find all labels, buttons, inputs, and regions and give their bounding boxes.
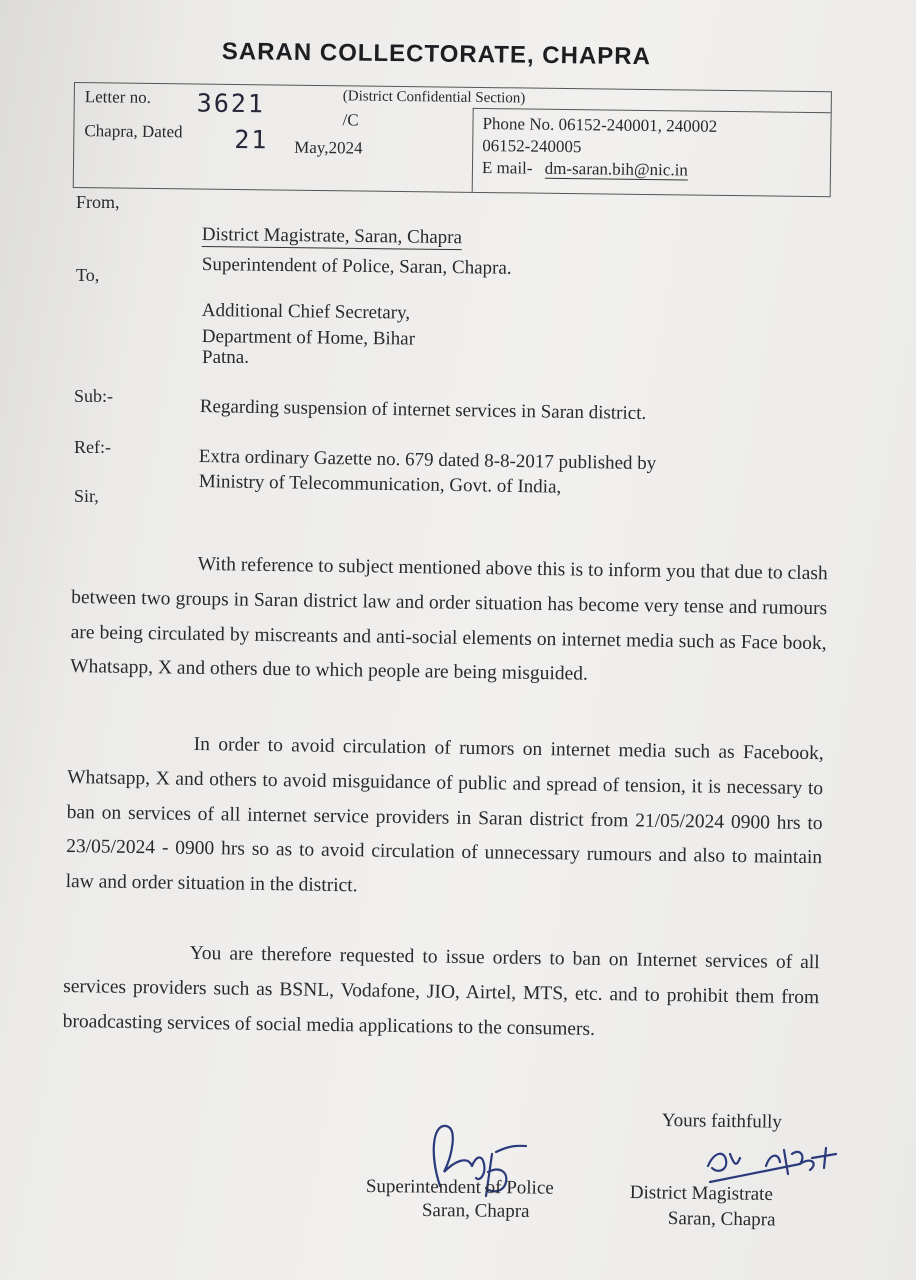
letter-number: 3621 <box>196 88 266 119</box>
dated-day: 21 <box>234 124 269 155</box>
to-line-2: Department of Home, Bihar <box>201 326 416 350</box>
body-paragraph-3: You are therefore requested to issue orders to ban on Internet services of all services providers such as BSNL, Vodafone, JIO, Airtel, MTS, etc. and to prohibit them from broadcasting services of social media applications to the consumers. <box>62 942 820 1040</box>
email-line <box>482 158 688 181</box>
sp-place: Saran, Chapra <box>421 1200 530 1222</box>
from-line-1: District Magistrate, Saran, Chapra <box>201 224 463 249</box>
phone-line-2: 06152-240005 <box>482 135 582 157</box>
letter-no-label: Letter no. <box>84 87 152 107</box>
dated-month-year: May,2024 <box>294 137 363 158</box>
from-line-2: Superintendent of Police, Saran, Chapra. <box>201 254 512 279</box>
header-divider-top <box>473 108 831 113</box>
from-label: From, <box>76 192 120 212</box>
to-label: To, <box>76 265 100 285</box>
phone-line-1: Phone No. 06152-240001, 240002 <box>482 113 718 136</box>
subject-label: Sub:- <box>74 386 114 406</box>
letter-suffix: /C <box>342 110 359 130</box>
letter-header-box <box>73 82 832 197</box>
sp-title: Superintendent of Police <box>365 1176 554 1199</box>
dated-label: Chapra, Dated <box>84 121 183 142</box>
email-label: E mail- <box>481 157 533 178</box>
salutation: Sir, <box>74 486 99 506</box>
dm-place: Saran, Chapra <box>667 1208 776 1231</box>
to-line-3: Patna. <box>202 347 249 368</box>
office-title: SARAN COLLECTORATE, CHAPRA <box>221 38 652 71</box>
section-name: (District Confidential Section) <box>342 88 526 107</box>
body-paragraph-1: With reference to subject mentioned above this is to inform you that due to clash between two groups in Saran district law and order situation has become very tense and rumours are being circulated by miscreants and anti-social elements on internet media such as Face book, Whatsapp, X and others due to which people are being misguided. <box>70 553 828 686</box>
to-line-1: Additional Chief Secretary, <box>201 300 411 324</box>
dm-title: District Magistrate <box>629 1182 773 1205</box>
reference-line-2: Ministry of Telecommunication, Govt. of India, <box>198 471 562 498</box>
header-divider <box>472 108 474 192</box>
closing: Yours faithfully <box>661 1110 782 1133</box>
reference-label: Ref:- <box>74 437 111 457</box>
subject-text: Regarding suspension of internet services in Saran district. <box>199 396 647 425</box>
email-value: dm-saran.bih@nic.in <box>544 158 688 180</box>
body-paragraph-2: In order to avoid circulation of rumors on internet media such as Facebook, Whatsapp, X and others to avoid misguidance of public and spread of tension, it is necessary to ban on services of all internet service providers in Saran district from 21/05/2024 0900 hrs to 23/05/2024 - 0900 hrs so as to avoid circulation of unnecessary rumours and also to maintain law and order situation in the district. <box>65 733 824 897</box>
reference-line-1: Extra ordinary Gazette no. 679 dated 8-8-2017 published by <box>198 446 657 475</box>
